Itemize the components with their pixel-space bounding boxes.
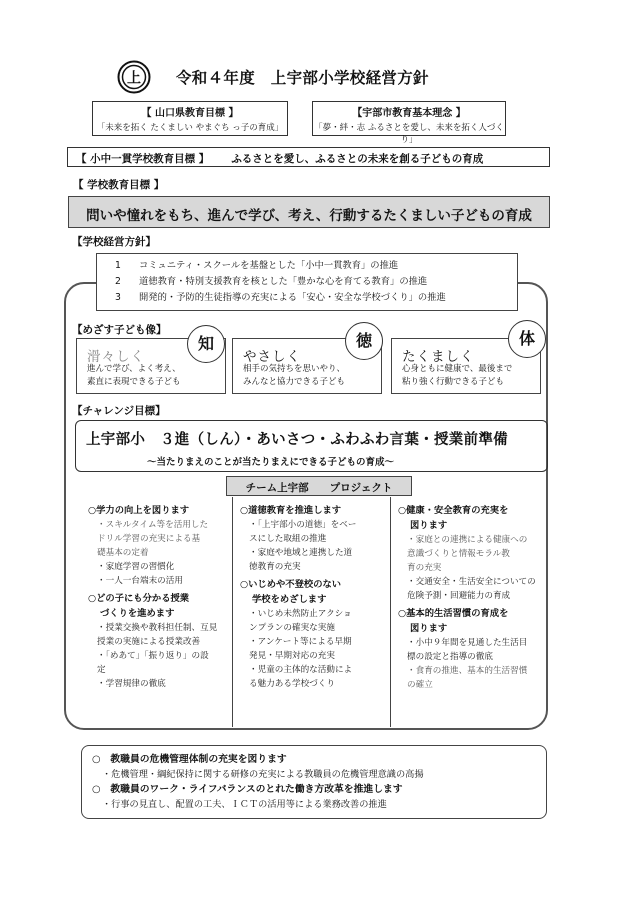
ideal-description: 心身ともに健康で、最後まで 粘り強く行動できる子ども: [402, 364, 513, 387]
project-heading: ○学力の向上を図ります: [88, 505, 190, 516]
project-bullet: 徳教育の充実: [249, 562, 301, 572]
project-bullet: ドリル学習の充実による基: [97, 534, 201, 544]
project-bullet: ・食育の推進、基本的生活習慣: [407, 666, 528, 676]
project-heading: ○どの子にも分かる授業: [88, 593, 190, 604]
project-heading: 図ります: [410, 520, 448, 531]
project-heading: ○健康・安全教育の充実を: [398, 505, 509, 516]
project-bullet: 意識づくりと情報モラル教: [407, 549, 510, 559]
project-bullet: ・「上宇部小の道徳」をベー: [249, 520, 357, 530]
team-project-title: チーム上宇部 プロジェクト: [226, 476, 412, 496]
elementary-middle-goal-text: ふるさとを愛し、ふるさとの未来を創る子どもの育成: [231, 153, 484, 165]
project-bullet: 標の設定と指導の徹底: [407, 652, 493, 662]
project-bullet: ・スキルタイム等を活用した: [97, 520, 209, 530]
project-bullet: の確立: [407, 680, 433, 690]
school-goal-label: 【 学校教育目標 】: [73, 179, 165, 191]
staff-policy-bullet: ・行事の見直し、配置の工夫、ＩＣＴの活用等による業務改善の推進: [102, 799, 387, 810]
project-bullet: 危険予測・回避能力の育成: [407, 591, 511, 601]
challenge-subtitle: ～当たりまえのことが当たりまえにできる子どもの育成～: [147, 457, 395, 468]
project-bullet: ・授業交換や教科担任制、互見: [97, 623, 218, 633]
city-principle-title: 【宇部市教育基本理念 】: [352, 108, 466, 119]
management-policy-box: [96, 253, 518, 311]
prefecture-goal-title: 【 山口県教育目標 】: [141, 108, 239, 119]
prefecture-goal-text: 「未来を拓く たくましい やまぐち っ子の育成」: [96, 123, 284, 133]
project-bullet: ・児童の主体的な活動によ: [249, 665, 353, 675]
project-column-academic: [81, 497, 233, 727]
city-principle-box: [312, 101, 506, 145]
school-goal-text: 問いや憧れをもち、進んで学び、考え、行動するたくましい子どもの育成: [68, 196, 550, 228]
challenge-label: 【チャレンジ目標】: [72, 405, 166, 417]
project-bullet: ・家庭学習の習慣化: [97, 562, 175, 572]
project-bullet: 発見・早期対応の充実: [249, 651, 335, 661]
staff-policy-heading: ○ 教職員のワーク・ライフバランスのとれた働き方改革を推進します: [92, 784, 403, 795]
project-bullet: 礎基本の定着: [97, 548, 149, 558]
elementary-middle-goal-label: 【 小中一貫学校教育目標 】: [76, 153, 210, 165]
project-bullet: ・小中９年間を見通した生活目: [407, 638, 528, 648]
logo-char: 上: [127, 70, 141, 87]
ideal-head: たくましく: [402, 349, 475, 365]
prefecture-goal-box: [92, 101, 288, 136]
project-bullet: ・アンケート等による早期: [249, 637, 352, 647]
challenge-main-text: 上宇部小 ３進（しん）・あいさつ・ふわふわ言葉・授業前準備: [86, 432, 508, 448]
project-bullet: ・交通安全・生活安全についての: [407, 577, 536, 587]
project-bullet: ンプランの確実な実施: [249, 623, 335, 633]
ideal-description: 進んで学び、よく考え、 素直に表現できる子ども: [87, 364, 181, 387]
project-heading: 学校をめざします: [252, 594, 327, 605]
project-bullet: スにした取組の推進: [249, 534, 327, 544]
project-bullet: ・一人一台端末の活用: [97, 576, 183, 586]
project-bullet: 授業の実施による授業改善: [97, 637, 201, 647]
project-bullet: 定: [97, 665, 106, 675]
ideal-head: 滑々しく: [87, 349, 145, 365]
project-heading: ○いじめや不登校のない: [240, 579, 342, 590]
project-bullet: ・家庭との連携による健康への: [407, 535, 528, 545]
project-heading: ○道徳教育を推進します: [240, 505, 342, 516]
school-emblem-logo: [117, 60, 151, 94]
project-heading: づくりを進めます: [100, 608, 175, 619]
management-policy-label: 【学校経営方針】: [72, 236, 156, 248]
knowledge-badge: 知: [187, 325, 225, 363]
project-heading: 図ります: [410, 623, 448, 634]
project-bullet: 育の充実: [407, 563, 442, 573]
body-badge: 体: [508, 320, 546, 358]
project-column-health: [391, 497, 547, 727]
ideal-description: 相手の気持ちを思いやり、 みんなと協力できる子ども: [243, 364, 346, 387]
policy-item: 2 道徳教育・特別支援教育を核とした「豊かな心を育てる教育」の推進: [115, 276, 428, 287]
page-title: 令和４年度 上宇部小学校経営方針: [176, 69, 429, 87]
staff-policy-bullet: ・危機管理・綱紀保持に関する研修の充実による教職員の危機管理意識の高揚: [102, 769, 424, 780]
policy-item: 1 コミュニティ・スクールを基盤とした「小中一貫教育」の推進: [115, 260, 399, 271]
project-bullet: ・家庭や地域と連携した道: [249, 548, 353, 558]
elementary-middle-goal-box: [67, 147, 550, 167]
virtue-badge: 徳: [345, 322, 383, 360]
project-bullet: ・「めあて」「振り返り」の設: [97, 651, 209, 661]
staff-policy-box: [81, 745, 547, 819]
project-column-moral: [233, 497, 391, 727]
policy-item: 3 開発的・予防的生徒指導の充実による「安心・安全な学校づくり」の推進: [115, 292, 446, 303]
city-principle-text: 「夢・絆・志 ふるさとを愛し、未来を拓く人づくり」: [314, 123, 504, 145]
project-bullet: ・学習規律の徹底: [97, 679, 166, 689]
project-bullet: る魅力ある学校づくり: [249, 679, 335, 689]
ideal-child-label: 【めざす子ども像】: [72, 324, 167, 336]
project-heading: ○基本的生活習慣の育成を: [398, 608, 509, 619]
ideal-head: やさしく: [243, 349, 301, 365]
project-bullet: ・いじめ未然防止アクショ: [249, 609, 352, 619]
staff-policy-heading: ○ 教職員の危機管理体制の充実を図ります: [92, 754, 287, 765]
